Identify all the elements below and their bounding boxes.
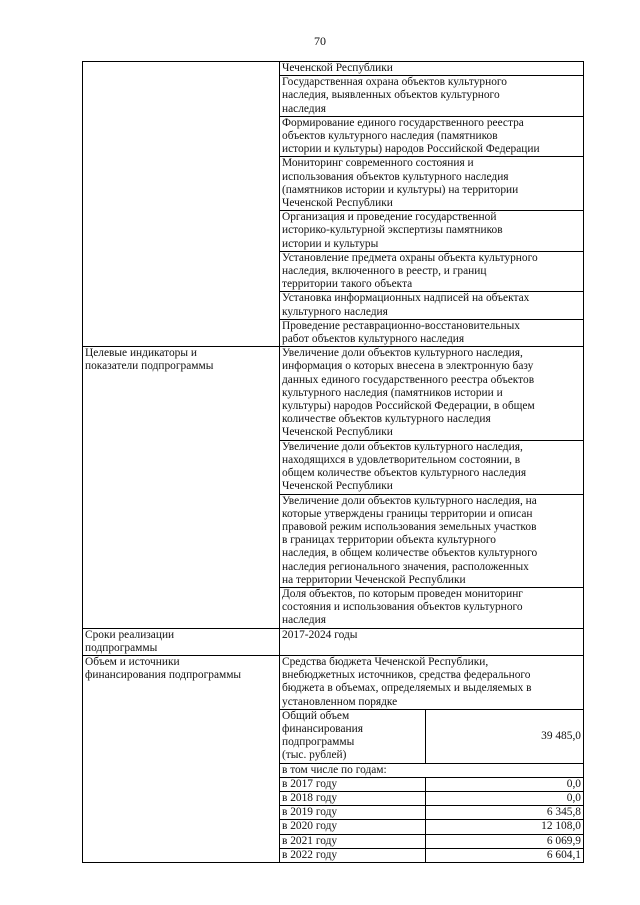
indicator-item: Доля объектов, по которым проведен мониторинг состояния и использования объектов культурного наследия xyxy=(280,587,584,628)
year-value: 12 108,0 xyxy=(426,820,584,834)
task-item: Проведение реставрационно-восстановительных работ объектов культурного наследия xyxy=(280,319,584,346)
year-value: 0,0 xyxy=(426,791,584,805)
indicators-label: Целевые индикаторы и показатели подпрограммы xyxy=(83,347,280,628)
financing-total-value: 39 485,0 xyxy=(426,709,584,763)
task-item: Мониторинг современного состояния и использования объектов культурного наследия (памятников истории и культуры) на территории Чеченской Республики xyxy=(280,157,584,211)
year-label: в 2019 году xyxy=(280,806,426,820)
table-row xyxy=(83,62,584,76)
subprogram-passport-table xyxy=(82,61,584,863)
task-item: Формирование единого государственного реестра объектов культурного наследия (памятников истории и культуры) народов Российской Федерации xyxy=(280,116,584,157)
indicator-item: Увеличение доли объектов культурного наследия, на которые утверждены границы территории и описан правовой режим использования земельных участков в границах территории объекта культурного наследия, в общем количестве объектов культурного наследия регионального значения, расположенных на территории Чеченской Республики xyxy=(280,494,584,587)
table-row xyxy=(83,347,584,440)
terms-value: 2017-2024 годы xyxy=(280,628,584,655)
year-label: в 2022 году xyxy=(280,848,426,862)
table-row xyxy=(83,655,584,709)
year-value: 0,0 xyxy=(426,777,584,791)
year-label: в 2017 году xyxy=(280,777,426,791)
financing-total-label: Общий объем финансирования подпрограммы (тыс. рублей) xyxy=(280,709,426,763)
table-row xyxy=(83,628,584,655)
financing-label: Объем и источники финансирования подпрограммы xyxy=(83,655,280,862)
financing-by-years-label: в том числе по годам: xyxy=(280,763,584,777)
task-item: Установление предмета охраны объекта культурного наследия, включенного в реестр, и границ территории такого объекта xyxy=(280,251,584,292)
tasks-left-cell xyxy=(83,62,280,347)
task-item: Чеченской Республики xyxy=(280,62,584,76)
year-label: в 2020 году xyxy=(280,820,426,834)
task-item: Установка информационных надписей на объектах культурного наследия xyxy=(280,292,584,319)
indicator-item: Увеличение доли объектов культурного наследия, информация о которых внесена в электронную базу данных единого государственного реестра объектов культурного наследия (памятников истории и культуры) народов Российской Федерации, в общем количестве объектов культурного наследия Чеченской Республики xyxy=(280,347,584,440)
task-item: Государственная охрана объектов культурного наследия, выявленных объектов культурного наследия xyxy=(280,76,584,117)
year-label: в 2018 году xyxy=(280,791,426,805)
year-value: 6 345,8 xyxy=(426,806,584,820)
year-label: в 2021 году xyxy=(280,834,426,848)
year-value: 6 604,1 xyxy=(426,848,584,862)
financing-sources: Средства бюджета Чеченской Республики, внебюджетных источников, средства федерального бюджета в объемах, определяемых и выделяемых в установленном порядке xyxy=(280,655,584,709)
page-number: 70 xyxy=(314,34,326,48)
indicator-item: Увеличение доли объектов культурного наследия, находящихся в удовлетворительном состоянии, в общем количестве объектов культурного наследия Чеченской Республики xyxy=(280,440,584,494)
year-value: 6 069,9 xyxy=(426,834,584,848)
task-item: Организация и проведение государственной историко-культурной экспертизы памятников истории и культуры xyxy=(280,211,584,252)
terms-label: Сроки реализации подпрограммы xyxy=(83,628,280,655)
